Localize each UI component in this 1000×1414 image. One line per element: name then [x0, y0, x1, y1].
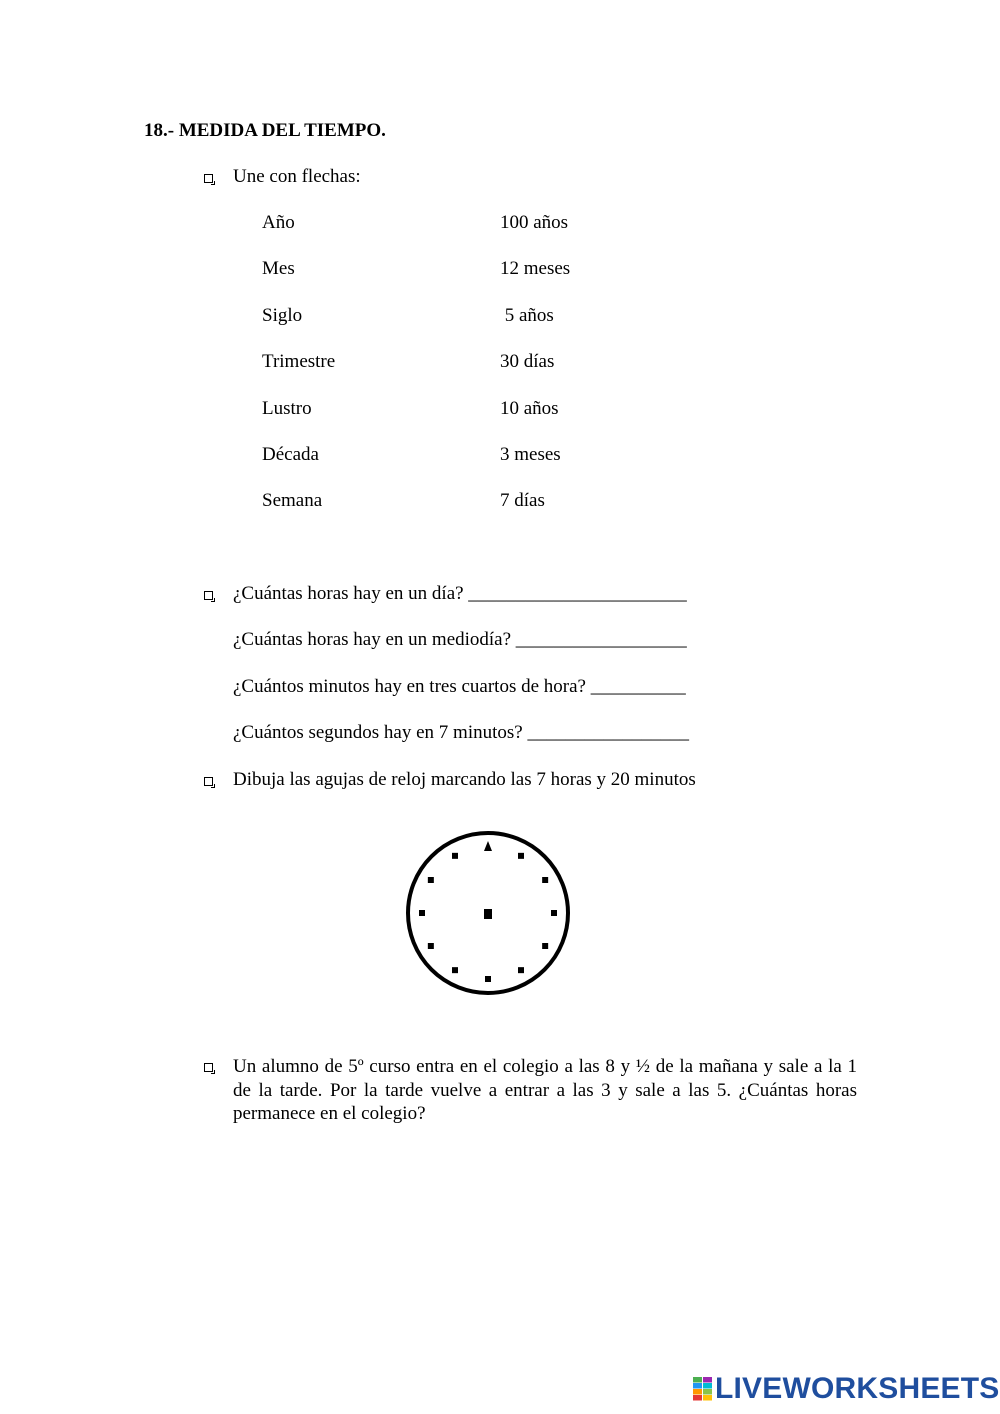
hour-mark — [518, 853, 524, 859]
hour-mark — [485, 976, 491, 982]
left-item: Año — [262, 212, 295, 233]
bullet-checkbox-icon — [204, 591, 213, 600]
left-item: Lustro — [262, 398, 312, 419]
hour-mark — [484, 841, 492, 851]
hour-mark — [518, 967, 524, 973]
clock-center-dot — [484, 909, 492, 919]
left-item: Mes — [262, 258, 295, 279]
right-item: 3 meses — [500, 444, 561, 465]
hour-mark — [452, 853, 458, 859]
question-text: ¿Cuántas horas hay en un día? _______________________ — [233, 583, 687, 604]
hour-mark — [419, 910, 425, 916]
page-title: 18.- MEDIDA DEL TIEMPO. — [144, 120, 386, 141]
liveworksheets-logo — [693, 1372, 1000, 1406]
liveworksheets-brand: LIVEWORKSHEETS — [715, 1372, 1000, 1405]
left-item: Semana — [262, 490, 323, 511]
problem-text: Un alumno de 5º curso entra en el colegio a las 8 y ½ de la mañana y sale a la 1 de la tarde. Por la tarde vuelve a entrar a las 3 y sale a las 5. ¿Cuántas horas permanece en el colegio? — [233, 1056, 857, 1124]
right-item: 10 años — [500, 398, 559, 419]
left-item: Siglo — [262, 305, 303, 326]
hour-mark — [551, 910, 557, 916]
question-text: ¿Cuántas horas hay en un mediodía? __________________ — [233, 629, 687, 650]
right-item: 30 días — [500, 351, 555, 372]
instruction-clock: Dibuja las agujas de reloj marcando las 7 horas y 20 minutos — [233, 769, 696, 790]
bullet-checkbox-icon — [204, 174, 213, 183]
left-item: Trimestre — [262, 351, 336, 372]
hour-mark — [542, 943, 548, 949]
question-text: ¿Cuántos segundos hay en 7 minutos? _________________ — [233, 722, 689, 743]
clock-face — [400, 826, 576, 1002]
left-item: Década — [262, 444, 319, 465]
hour-mark — [428, 877, 434, 883]
hour-mark — [452, 967, 458, 973]
right-item: 100 años — [500, 212, 569, 233]
bullet-checkbox-icon — [204, 777, 213, 786]
bullet-checkbox-icon — [204, 1063, 213, 1072]
question-text: ¿Cuántos minutos hay en tres cuartos de hora? __________ — [233, 676, 686, 697]
right-item: 12 meses — [500, 258, 571, 279]
liveworksheets-logo-icon — [693, 1377, 713, 1401]
right-item: 5 años — [500, 305, 554, 326]
instruction-match: Une con flechas: — [233, 166, 361, 187]
right-item: 7 días — [500, 490, 545, 511]
hour-mark — [428, 943, 434, 949]
hour-mark — [542, 877, 548, 883]
